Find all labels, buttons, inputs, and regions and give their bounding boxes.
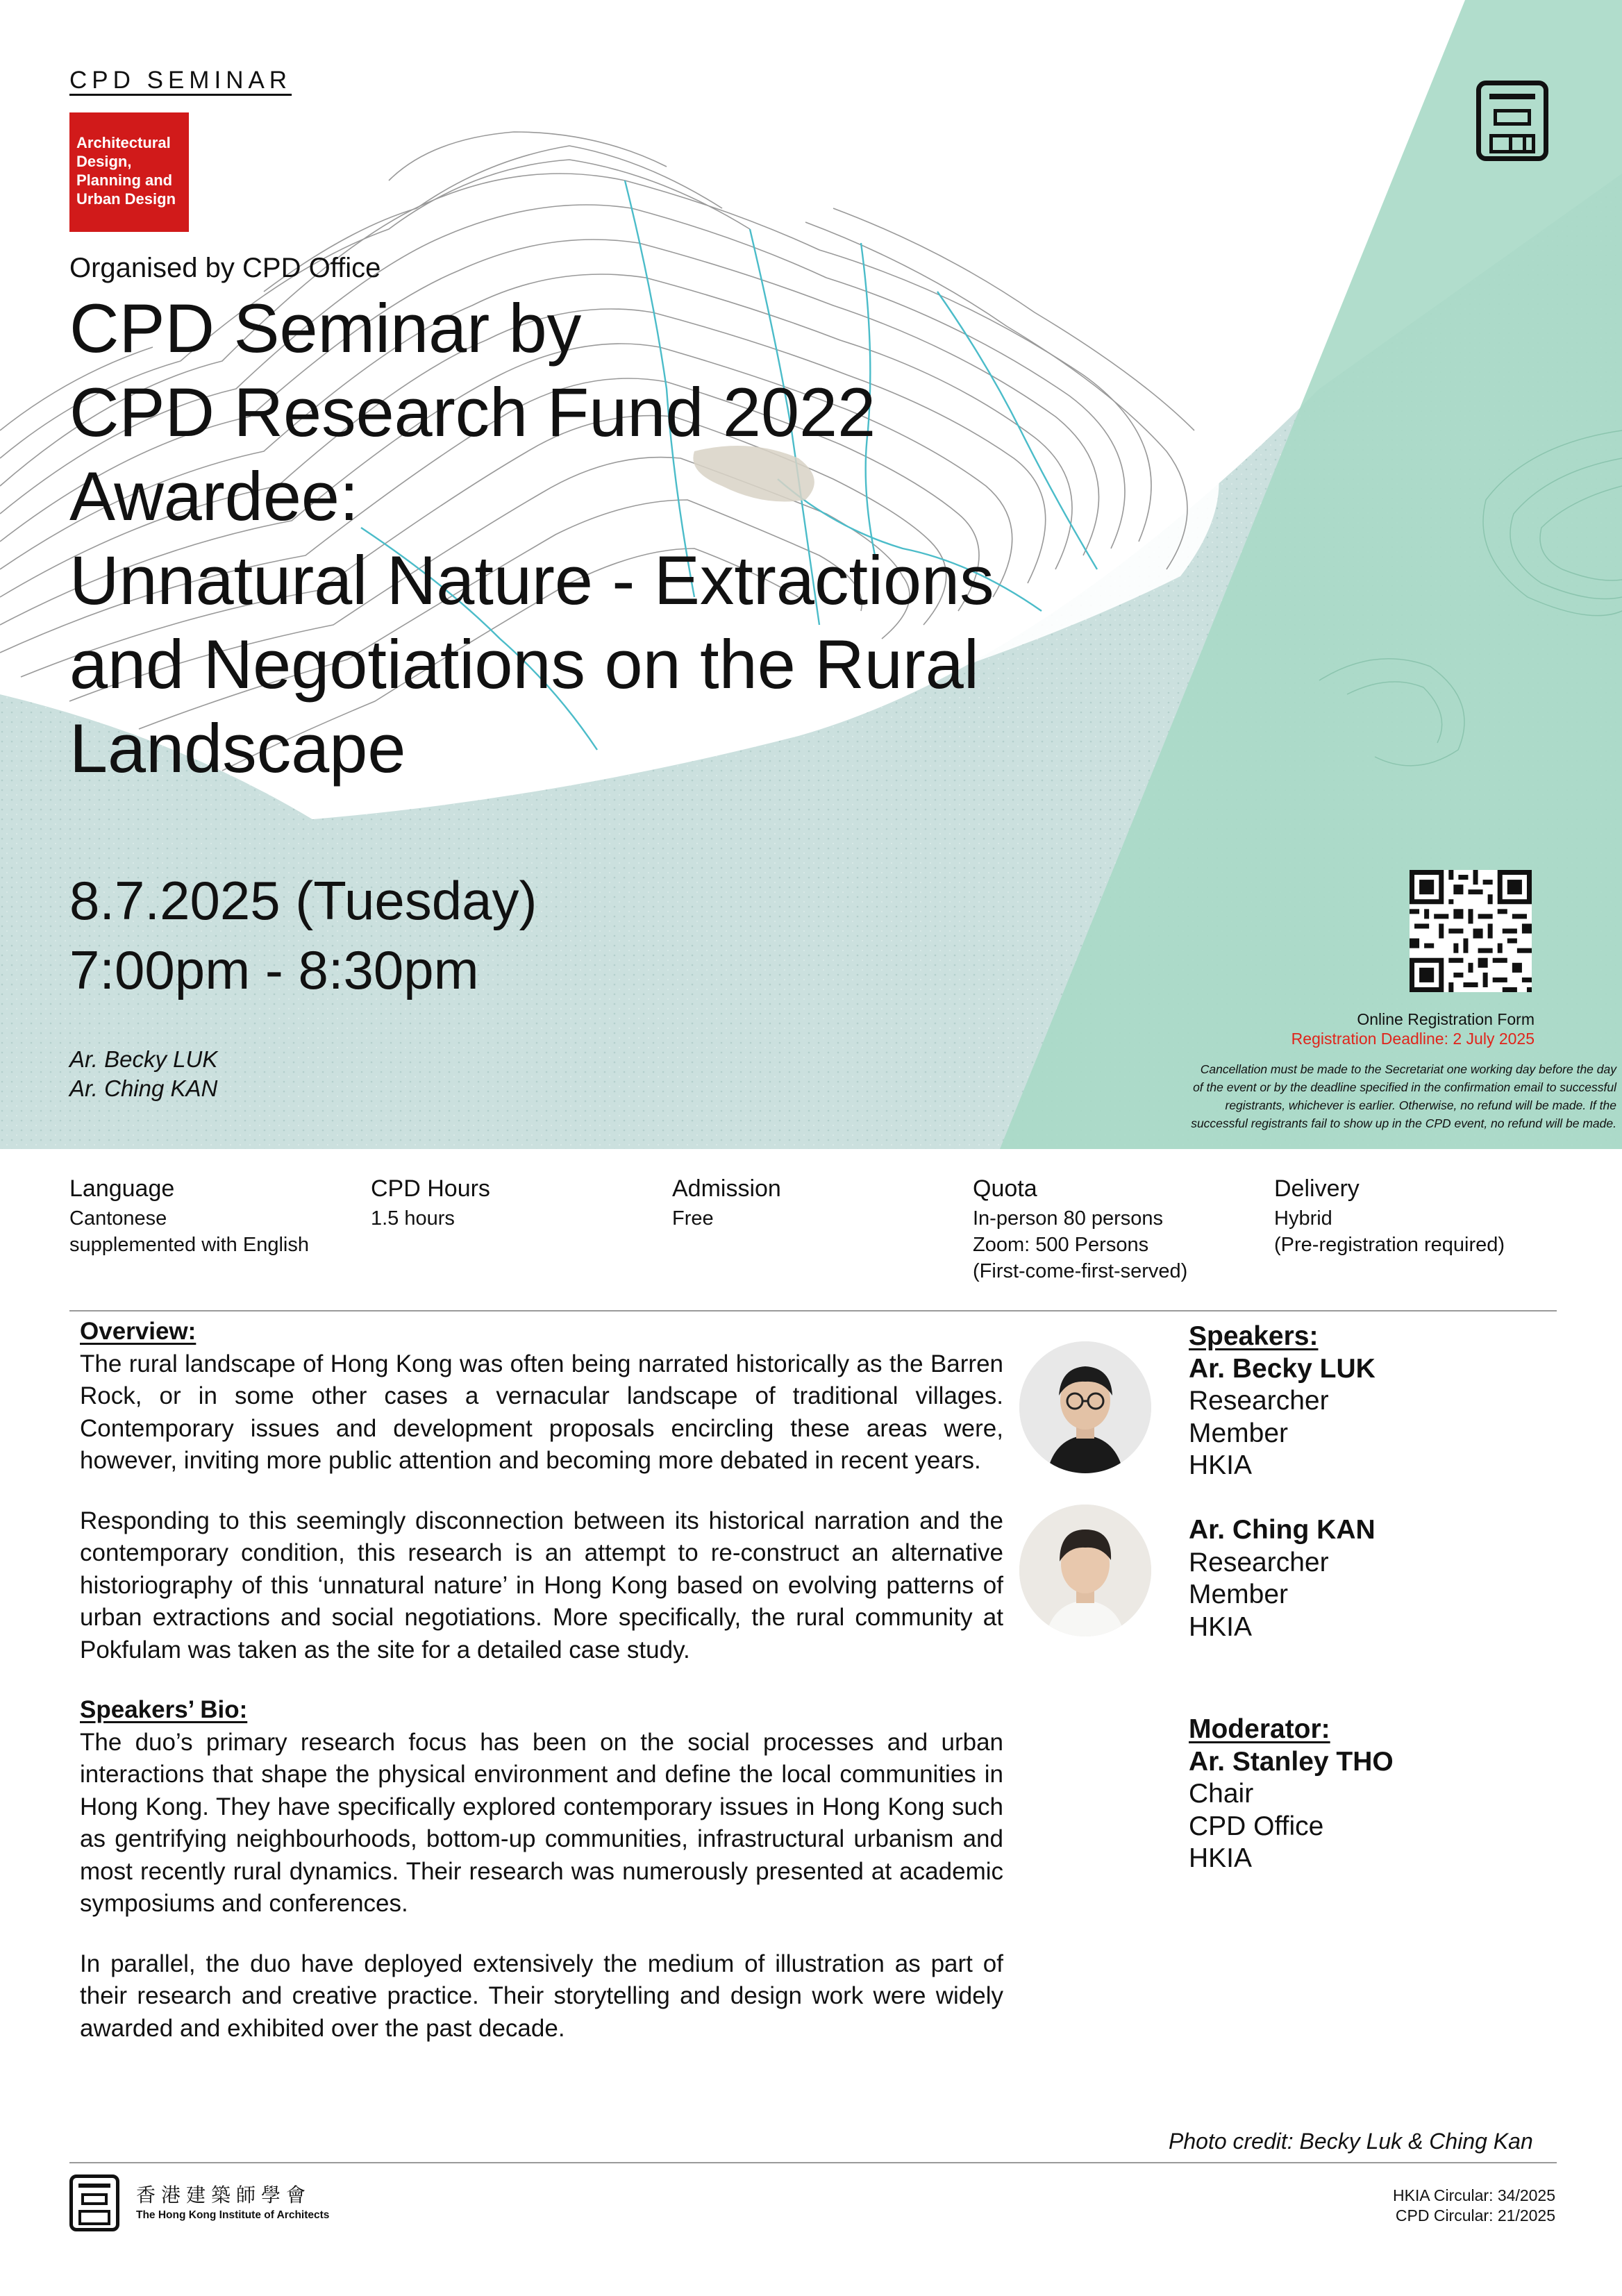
moderator-org: HKIA <box>1189 1843 1253 1873</box>
institute-name-chinese: 香港建築師學會 <box>136 2184 312 2206</box>
info-value: Zoom: 500 Persons <box>973 1234 1149 1256</box>
description-column <box>80 1316 1003 2072</box>
hkia-logo-icon <box>1476 81 1548 161</box>
info-value: Cantonese <box>69 1207 167 1230</box>
info-heading: Admission <box>672 1175 781 1202</box>
moderator-name: Ar. Stanley THO <box>1189 1746 1394 1777</box>
hero-speaker-list <box>69 1045 217 1103</box>
info-value: supplemented with English <box>69 1234 309 1256</box>
info-value: In-person 80 persons <box>973 1207 1164 1230</box>
photo-credit: Photo credit: Becky Luk & Ching Kan <box>1169 2129 1533 2154</box>
title-line: Landscape <box>69 710 406 787</box>
info-cpd-hours <box>371 1173 490 1232</box>
organiser-line: Organised by CPD Office <box>69 253 381 283</box>
speakers-heading: Speakers: <box>1189 1321 1319 1351</box>
info-delivery <box>1274 1173 1505 1258</box>
event-datetime <box>69 866 537 1005</box>
overview-paragraph: Responding to this seemingly disconnection between its historical narration and the contemporary condition, this research is an attempt to re-construct an alternative historiography of this ‘unnatural nature’ in Hong Kong based on evolving patterns of urban extractions and social negotiations. More specifically, the rural community at Pokfulam was taken as the site for a detailed case study. <box>80 1507 1003 1664</box>
overview-paragraph: The rural landscape of Hong Kong was often being narrated historically as the Barren Rock, or in some other cases a vernacular landscape of traditional villages. Contemporary issues and development proposals encircling these areas were, however, inviting more public attention and becoming more debated in recent years. <box>80 1350 1003 1474</box>
speaker-role: Researcher <box>1189 1386 1329 1416</box>
hkia-circular: HKIA Circular: 34/2025 <box>1393 2186 1555 2204</box>
overview-heading: Overview: <box>80 1318 197 1345</box>
moderator-panel <box>1189 1713 1394 1875</box>
info-admission <box>672 1173 781 1232</box>
title-line: and Negotiations on the Rural <box>69 626 979 703</box>
cancellation-policy <box>1083 1060 1616 1132</box>
footer-divider <box>69 2162 1557 2163</box>
registration-info <box>1180 1009 1535 1048</box>
cancellation-line: successful registrants fail to show up in the CPD event, no refund will be made. <box>1191 1116 1616 1130</box>
speaker-org: HKIA <box>1189 1611 1253 1642</box>
info-value: Hybrid <box>1274 1207 1332 1230</box>
speaker-name: Ar. Ching KAN <box>1189 1515 1376 1545</box>
title-line: Awardee: <box>69 458 359 535</box>
hero-speaker: Ar. Becky LUK <box>69 1046 218 1072</box>
hero-speaker: Ar. Ching KAN <box>69 1075 218 1101</box>
moderator-heading: Moderator: <box>1189 1714 1330 1744</box>
cancellation-line: Cancellation must be made to the Secretariat one working day before the day <box>1200 1062 1616 1076</box>
category-badge: Architectural Design, Planning and Urban Design <box>69 112 189 232</box>
cancellation-line: registrants, whichever is earlier. Otherwise, no refund will be made. If the <box>1225 1098 1616 1112</box>
info-language <box>69 1173 309 1258</box>
cancellation-line: of the event or by the deadline specified in the confirmation email to successful <box>1193 1080 1616 1094</box>
seminar-title <box>69 286 1180 790</box>
speaker-photo-ching-kan <box>1019 1505 1151 1636</box>
moderator-office: CPD Office <box>1189 1811 1324 1841</box>
speakers-panel <box>1189 1321 1376 1482</box>
speaker-org: HKIA <box>1189 1450 1253 1480</box>
section-divider <box>69 1310 1557 1312</box>
info-heading: Language <box>69 1175 175 1202</box>
speaker-name: Ar. Becky LUK <box>1189 1353 1376 1384</box>
bio-paragraph: In parallel, the duo have deployed extensively the medium of illustration as part of their research and creative practice. Their storytelling and design work were widely awarded and exhibited over the past decade. <box>80 1950 1003 2042</box>
moderator-role: Chair <box>1189 1779 1254 1809</box>
info-value: (Pre-registration required) <box>1274 1234 1505 1256</box>
title-line: CPD Seminar by <box>69 290 582 367</box>
institute-name-english: The Hong Kong Institute of Architects <box>136 2209 330 2221</box>
registration-deadline: Registration Deadline: 2 July 2025 <box>1291 1030 1535 1048</box>
speaker-photo-becky-luk <box>1019 1341 1151 1473</box>
info-heading: Delivery <box>1274 1175 1360 1202</box>
info-heading: CPD Hours <box>371 1175 490 1202</box>
bio-paragraph: The duo’s primary research focus has been on the social processes and urban interactions that shape the physical environment and define the local communities in Hong Kong. They have specifically explored contemporary issues in Hong Kong such as gentrifying neighbourhoods, bottom-up communities, infrastructural urbanism and most recently rural dynamics. Their research was numerously presented at academic symposiums and conferences. <box>80 1728 1003 1917</box>
info-quota <box>973 1173 1187 1284</box>
bio-heading: Speakers’ Bio: <box>80 1696 248 1723</box>
speaker-role: Researcher <box>1189 1547 1329 1577</box>
speaker-entry <box>1189 1514 1376 1643</box>
registration-form-link[interactable]: Online Registration Form <box>1357 1010 1535 1028</box>
speaker-membership: Member <box>1189 1418 1289 1448</box>
cpd-circular: CPD Circular: 21/2025 <box>1395 2206 1555 2224</box>
info-value: 1.5 hours <box>371 1207 455 1230</box>
info-heading: Quota <box>973 1175 1037 1202</box>
seminar-kicker: CPD SEMINAR <box>69 67 292 94</box>
speaker-membership: Member <box>1189 1579 1289 1609</box>
circular-numbers <box>1264 2186 1555 2226</box>
info-value: (First-come-first-served) <box>973 1260 1188 1282</box>
event-time: 7:00pm - 8:30pm <box>69 939 479 1000</box>
event-date: 8.7.2025 (Tuesday) <box>69 870 537 931</box>
registration-qr-code[interactable] <box>1410 870 1532 992</box>
title-line: CPD Research Fund 2022 <box>69 374 876 451</box>
hkia-footer-logo-icon <box>69 2175 119 2231</box>
info-value: Free <box>672 1207 714 1230</box>
title-line: Unnatural Nature - Extractions <box>69 542 994 619</box>
